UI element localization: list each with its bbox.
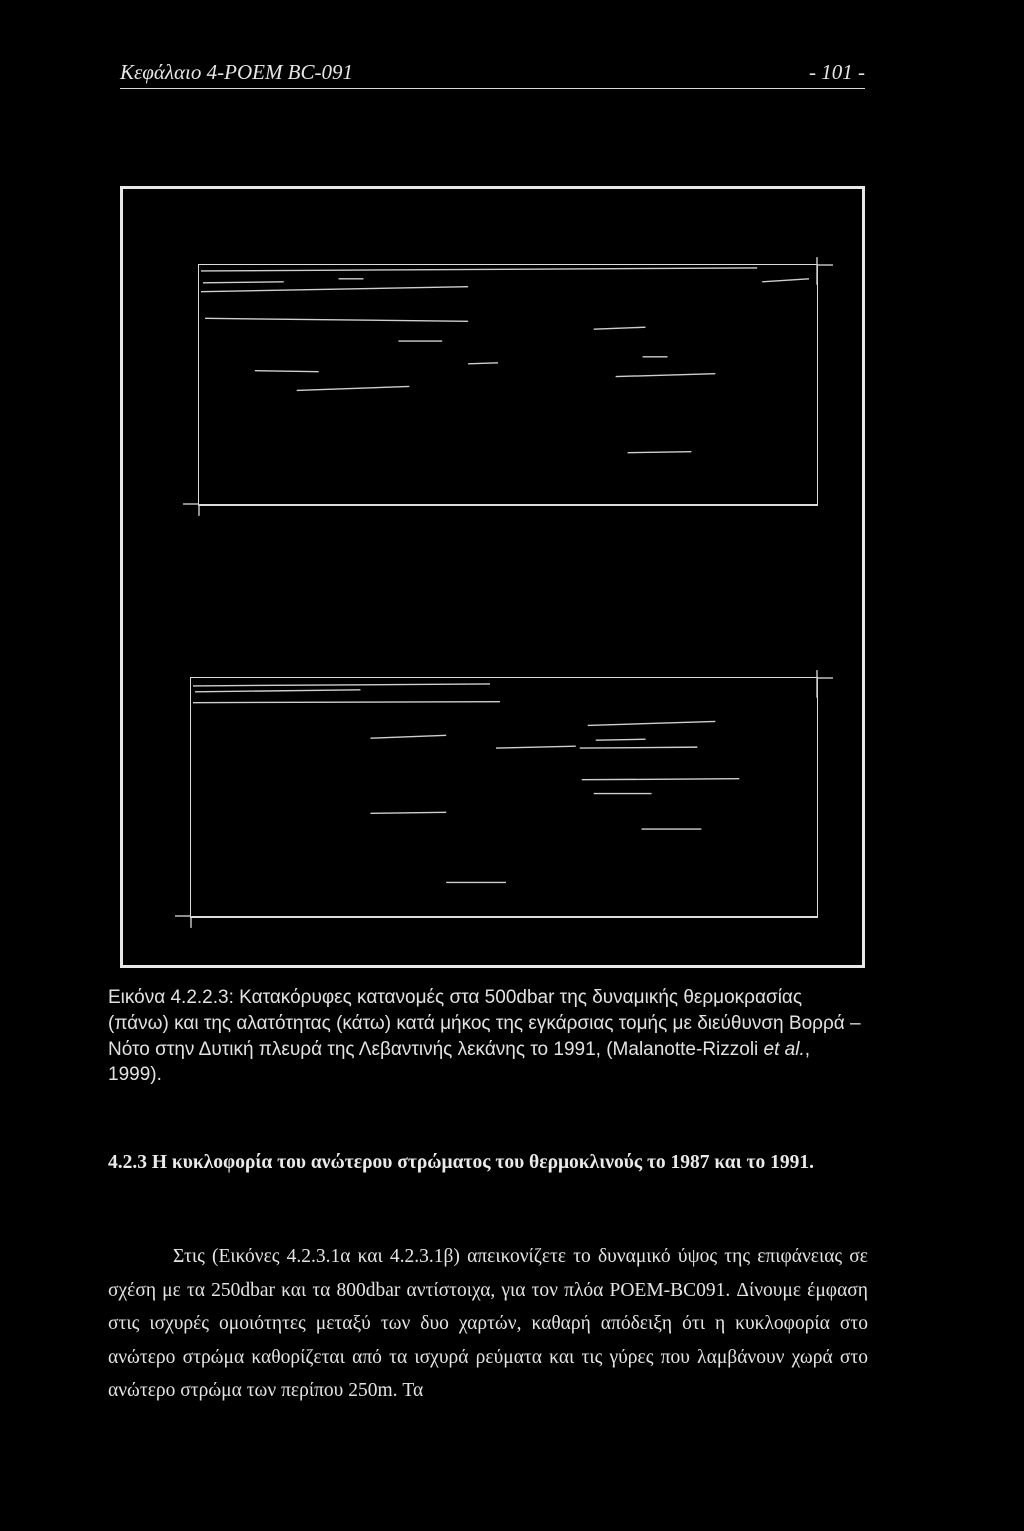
salinity-contours bbox=[191, 678, 817, 916]
caption-text: Εικόνα 4.2.2.3: Κατακόρυφες κατανομές στα 500dbar της δυναμικής θερμοκρασίας (πάνω) και της αλατότητας (κάτω) κατά μήκος της εγκάρσιας τομής με διεύθυνση Βορρά – Νότο στην Δυτική πλευρά της Λεβαντινής λεκάνης το 1991, (Malanotte-Rizzoli bbox=[108, 987, 861, 1060]
temperature-section-plot bbox=[198, 264, 818, 506]
contour-line bbox=[193, 684, 490, 686]
contour-line bbox=[580, 747, 698, 748]
contour-line bbox=[297, 386, 410, 390]
contour-line bbox=[201, 268, 757, 271]
contour-line bbox=[203, 282, 284, 283]
contour-line bbox=[370, 812, 446, 813]
page-number: - 101 - bbox=[809, 60, 865, 84]
contour-line bbox=[193, 702, 500, 703]
contour-line bbox=[616, 374, 716, 377]
contour-line bbox=[195, 690, 360, 692]
salinity-section-plot bbox=[190, 677, 818, 918]
section-heading: 4.2.3 Η κυκλοφορία του ανώτερου στρώματος του θερμοκλινούς το 1987 και το 1991. bbox=[108, 1152, 814, 1173]
caption-end: , 1999). bbox=[108, 1038, 811, 1086]
caption-et-al: et al. bbox=[763, 1038, 805, 1060]
contour-line bbox=[596, 739, 646, 740]
contour-line bbox=[255, 371, 319, 372]
contour-line bbox=[582, 779, 739, 780]
contour-line bbox=[201, 287, 468, 292]
contour-line bbox=[762, 279, 809, 282]
body-paragraph: Στις (Εικόνες 4.2.3.1α και 4.2.3.1β) απεικονίζετε το δυναμικό ύψος της επιφάνειας σε σχέση με τα 250dbar και τα 800dbar αντίστοιχα, για τον πλόα POEM-BC091. Δίνουμε έμφαση στις ισχυρές ομοιότητες μεταξύ των δυο χαρτών, καθαρή απόδειξη ότι η κυκλοφορία στο ανώτερο στρώμα καθορίζεται από τα ισχυρά ρεύματα και τις γύρες που λαμβάνουν χωρά στο ανώτερο στρώμα των περίπου 250m. Τα bbox=[108, 1246, 868, 1402]
contour-line bbox=[594, 327, 646, 329]
contour-line bbox=[588, 721, 716, 725]
figure-caption bbox=[108, 985, 868, 1088]
page-header bbox=[120, 52, 865, 89]
contour-line bbox=[628, 452, 692, 453]
contour-line bbox=[370, 735, 446, 738]
contour-line bbox=[205, 318, 468, 321]
chapter-title: Κεφάλαιο 4-POEM BC-091 bbox=[120, 60, 354, 84]
contour-line bbox=[496, 746, 576, 748]
temperature-contours bbox=[199, 265, 817, 504]
contour-line bbox=[468, 363, 498, 364]
